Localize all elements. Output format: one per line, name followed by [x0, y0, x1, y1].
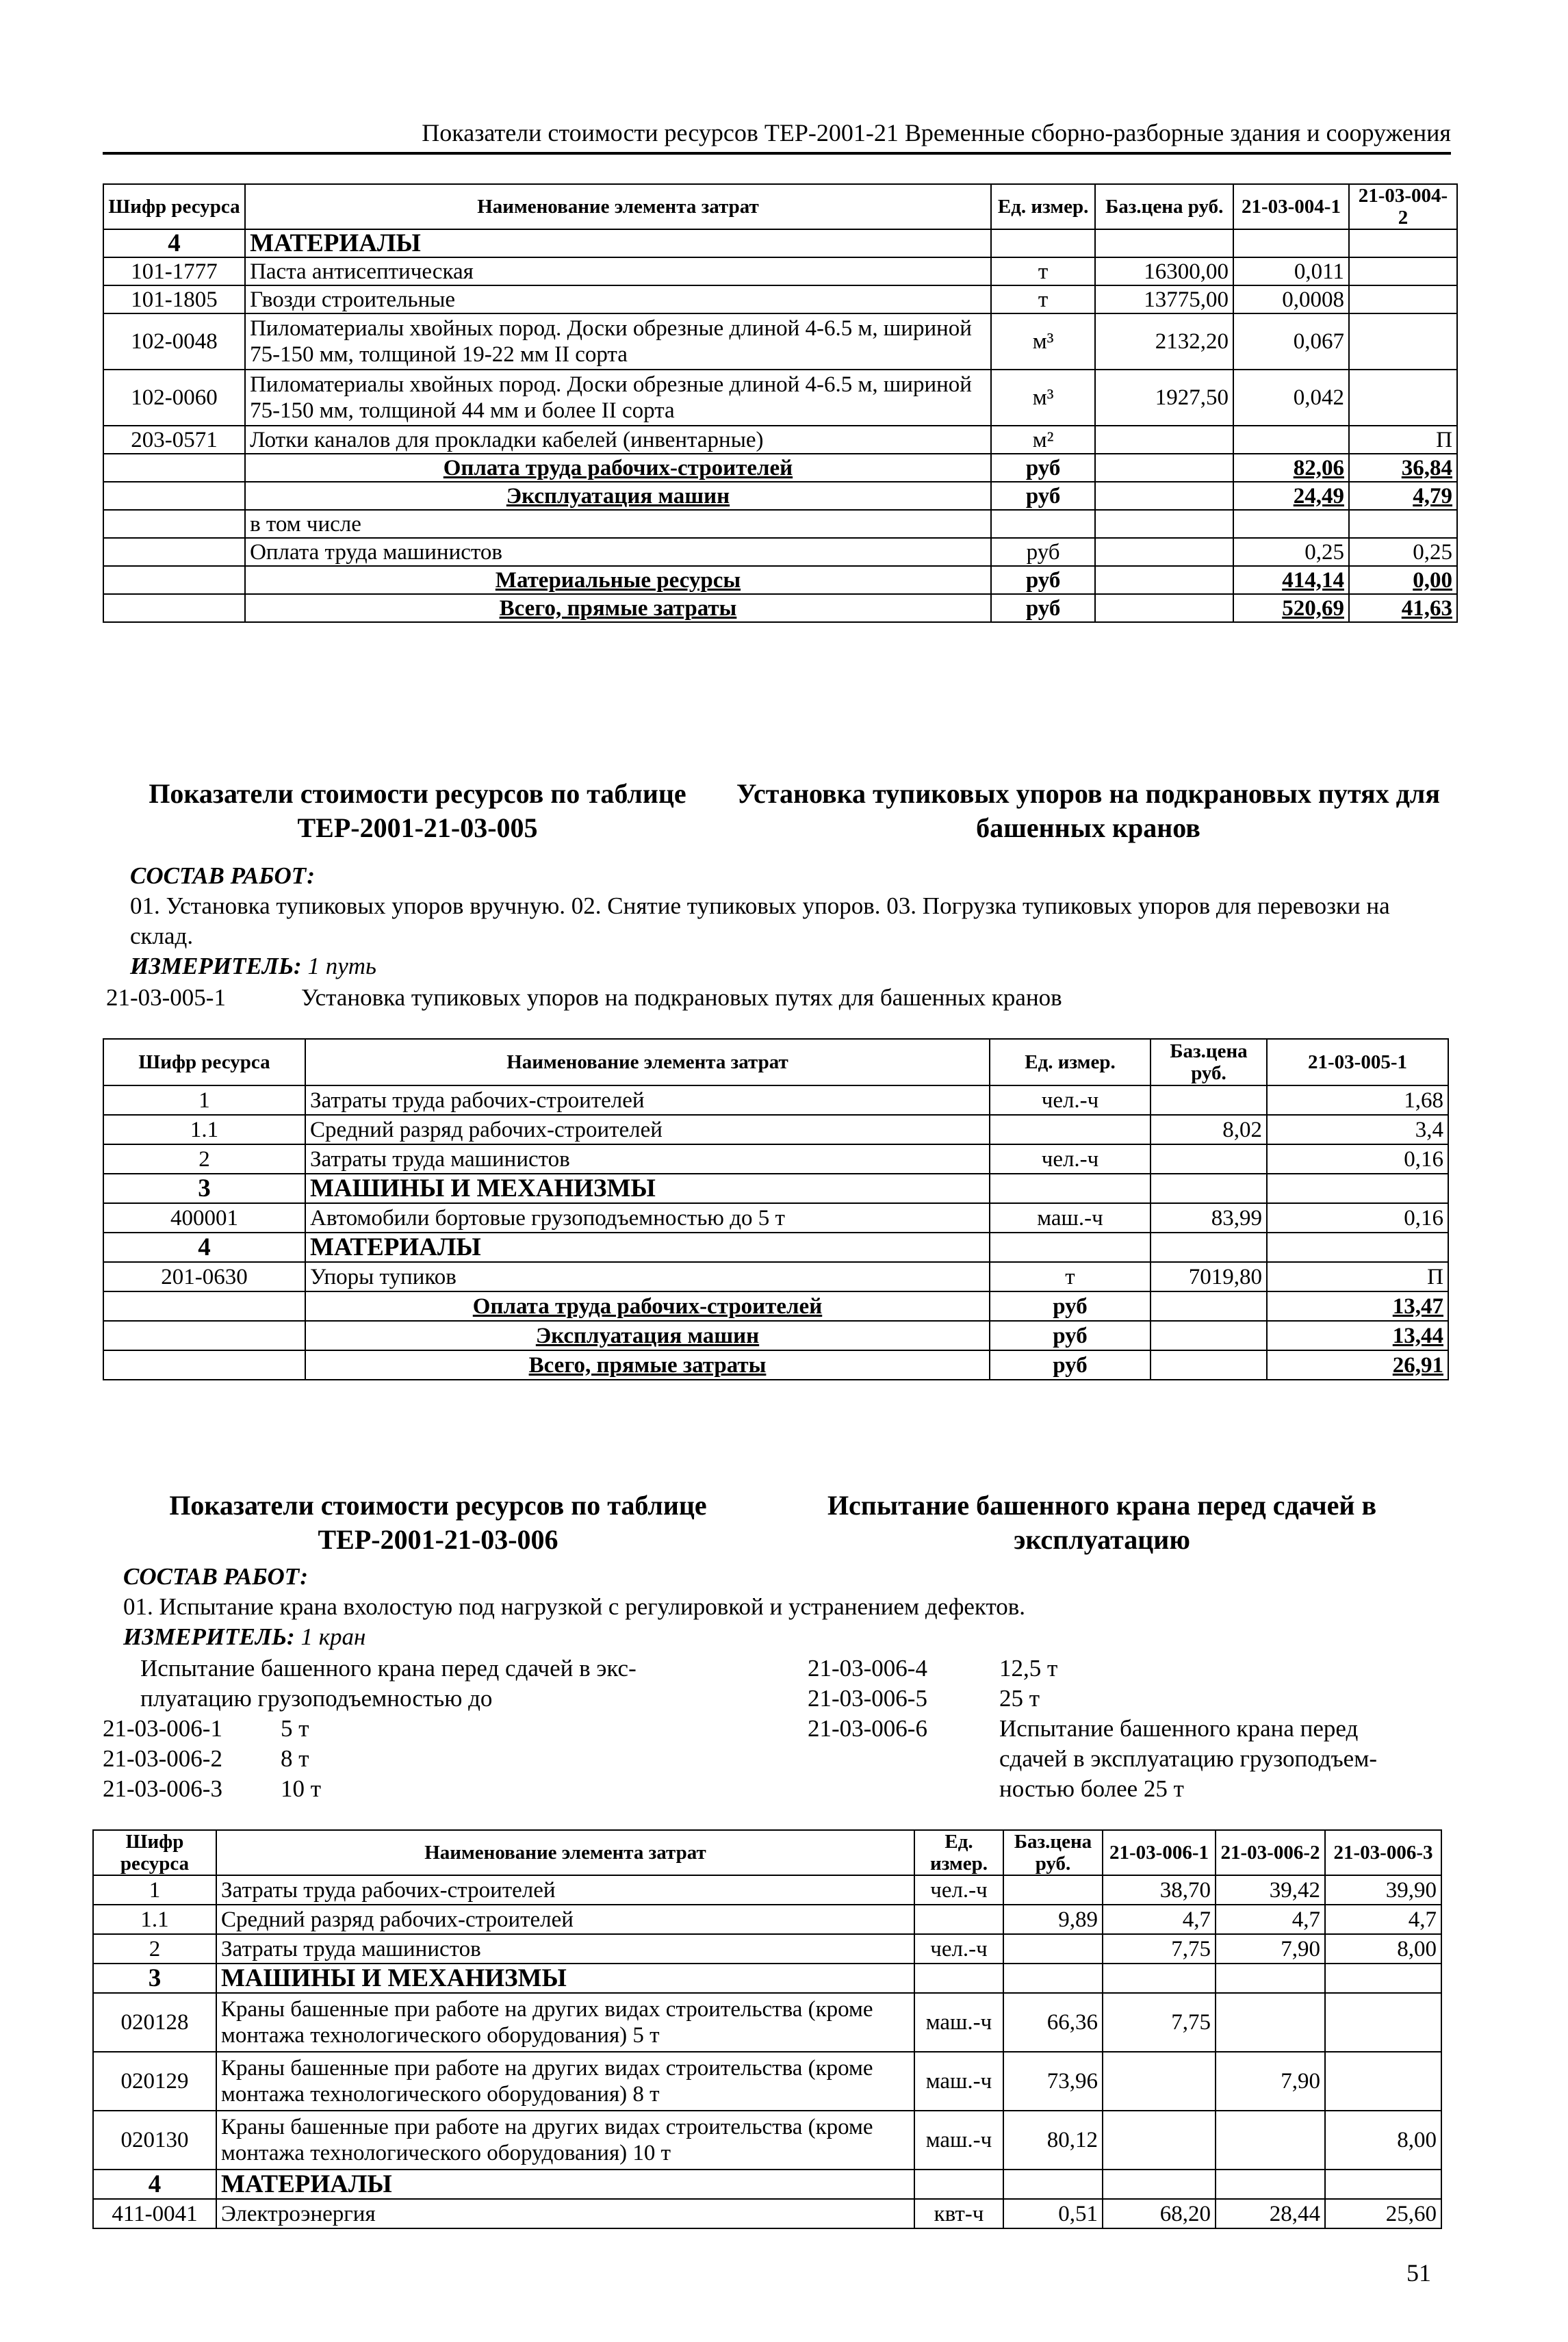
resource-code: 2 [93, 1934, 216, 1964]
resource-code [103, 510, 245, 538]
resource-code: 1 [103, 1085, 305, 1115]
unit: квт-ч [914, 2199, 1003, 2228]
unit [990, 1233, 1151, 1262]
base-price [1151, 1291, 1267, 1321]
resource-code [103, 454, 245, 482]
cost-element-name: МАТЕРИАЛЫ [245, 229, 991, 257]
table-row [93, 1875, 1441, 1905]
cost-element-name: Оплата труда рабочих-строителей [245, 454, 991, 482]
unit: руб [990, 1291, 1151, 1321]
cost-element-name: Электроэнергия [216, 2199, 914, 2228]
base-price [1095, 426, 1233, 454]
item-text: Установка тупиковых упоров на подкрановых путях для башенных кранов [301, 984, 1062, 1011]
resource-code: 2 [103, 1144, 305, 1174]
unit: маш.-ч [914, 2111, 1003, 2170]
unit: м³ [991, 313, 1096, 370]
base-price: 8,02 [1151, 1115, 1267, 1144]
cost-element-name: Краны башенные при работе на других видах строительства (кроме монтажа технологического оборудования) 8 т [216, 2052, 914, 2111]
unit: маш.-ч [914, 2052, 1003, 2111]
table-row [93, 1934, 1441, 1964]
work-composition-text: 01. Установка тупиковых упоров вручную. 02. Снятие тупиковых упоров. 03. Погрузка тупиковых упоров для перевозки на склад. [130, 892, 1390, 949]
value-v1: 13,47 [1267, 1291, 1448, 1321]
item-right-4-code: 21-03-006-4 [808, 1655, 927, 1682]
column-header: Баз.цена руб. [1003, 1830, 1103, 1875]
table-row [93, 2052, 1441, 2111]
unit [991, 229, 1096, 257]
column-header: 21-03-004-1 [1233, 184, 1349, 229]
base-price [1151, 1321, 1267, 1350]
resource-table-004 [103, 183, 1458, 623]
resource-code: 020130 [93, 2111, 216, 2170]
value-v2: 7,90 [1216, 2052, 1325, 2111]
value-v1: 13,44 [1267, 1321, 1448, 1350]
table-row [103, 1085, 1448, 1115]
work-composition-label: СОСТАВ РАБОТ: [130, 862, 316, 889]
column-header: Ед. измер. [990, 1039, 1151, 1085]
resource-code [103, 594, 245, 622]
unit [914, 1905, 1003, 1934]
item-right-5-value: 25 т [999, 1685, 1040, 1712]
base-price: 2132,20 [1095, 313, 1233, 370]
table-row [103, 257, 1457, 285]
unit [914, 1964, 1003, 1993]
page-number: 51 [1406, 2259, 1431, 2287]
cost-element-name: Паста антисептическая [245, 257, 991, 285]
value-v3 [1325, 1964, 1441, 1993]
value-v3: 8,00 [1325, 1934, 1441, 1964]
value-v1 [1233, 510, 1349, 538]
base-price [1095, 510, 1233, 538]
column-header: Шифр ресурса [93, 1830, 216, 1875]
base-price [1151, 1233, 1267, 1262]
resource-code: 203-0571 [103, 426, 245, 454]
value-v1: 0,042 [1233, 370, 1349, 426]
resource-code: 101-1777 [103, 257, 245, 285]
value-v2: 41,63 [1349, 594, 1457, 622]
value-v2 [1349, 313, 1457, 370]
resource-code: 020128 [93, 1993, 216, 2052]
base-price [1095, 454, 1233, 482]
unit: руб [991, 566, 1096, 594]
table-row [103, 482, 1457, 510]
resource-code [103, 1291, 305, 1321]
value-v1: 3,4 [1267, 1115, 1448, 1144]
cost-element-name: МАТЕРИАЛЫ [216, 2170, 914, 2199]
value-v2: 28,44 [1216, 2199, 1325, 2228]
base-price [1151, 1174, 1267, 1203]
value-v1: 7,75 [1103, 1934, 1216, 1964]
table-row [103, 285, 1457, 313]
resource-code [103, 1321, 305, 1350]
base-price: 83,99 [1151, 1203, 1267, 1233]
value-v1: 520,69 [1233, 594, 1349, 622]
table-row [93, 1993, 1441, 2052]
cost-element-name: Оплата труда машинистов [245, 538, 991, 566]
unit: м³ [991, 370, 1096, 426]
cost-element-name: Затраты труда машинистов [216, 1934, 914, 1964]
base-price: 73,96 [1003, 2052, 1103, 2111]
resource-code: 102-0060 [103, 370, 245, 426]
value-v3 [1325, 1993, 1441, 2052]
column-header: 21-03-005-1 [1267, 1039, 1448, 1085]
column-header: 21-03-006-3 [1325, 1830, 1441, 1875]
unit: руб [991, 594, 1096, 622]
cost-element-name: Эксплуатация машин [245, 482, 991, 510]
base-price [1095, 594, 1233, 622]
value-v1 [1233, 229, 1349, 257]
unit: чел.-ч [914, 1934, 1003, 1964]
cost-element-name: Пиломатериалы хвойных пород. Доски обрезные длиной 4-6.5 м, шириной 75-150 мм, толщиной 19-22 мм II сорта [245, 313, 991, 370]
table-row [103, 594, 1457, 622]
base-price [1095, 538, 1233, 566]
base-price [1095, 482, 1233, 510]
work-composition-3-label: СОСТАВ РАБОТ: [123, 1563, 309, 1590]
base-price: 80,12 [1003, 2111, 1103, 2170]
resource-code: 201-0630 [103, 1262, 305, 1291]
value-v1: 0,16 [1267, 1144, 1448, 1174]
item-right-6-line2: сдачей в эксплуатацию грузоподъем- [999, 1745, 1378, 1772]
table-row [103, 370, 1457, 426]
cost-element-name: Пиломатериалы хвойных пород. Доски обрезные длиной 4-6.5 м, шириной 75-150 мм, толщиной 44 мм и более II сорта [245, 370, 991, 426]
unit: маш.-ч [914, 1993, 1003, 2052]
column-header: Наименование элемента затрат [245, 184, 991, 229]
value-v1 [1103, 1964, 1216, 1993]
value-v1: 38,70 [1103, 1875, 1216, 1905]
item-left-3-value: 10 т [281, 1775, 322, 1802]
intro-line2: плуатацию грузоподъемностью до [140, 1685, 493, 1712]
cost-element-name: Упоры тупиков [305, 1262, 990, 1291]
column-header: Наименование элемента затрат [305, 1039, 990, 1085]
work-composition-3 [123, 1562, 308, 1592]
cost-element-name: Всего, прямые затраты [245, 594, 991, 622]
resource-code: 4 [103, 229, 245, 257]
resource-table-005 [103, 1038, 1449, 1380]
resource-code: 1 [93, 1875, 216, 1905]
value-v2 [1349, 257, 1457, 285]
cost-element-name: Гвозди строительные [245, 285, 991, 313]
resource-code: 1.1 [93, 1905, 216, 1934]
cost-element-name: Средний разряд рабочих-строителей [305, 1115, 990, 1144]
column-header: Баз.цена руб. [1095, 184, 1233, 229]
table-row [103, 313, 1457, 370]
base-price: 66,36 [1003, 1993, 1103, 2052]
table-row [103, 454, 1457, 482]
value-v2 [1216, 1964, 1325, 1993]
column-header: 21-03-006-2 [1216, 1830, 1325, 1875]
resource-code: 411-0041 [93, 2199, 216, 2228]
cost-element-name: МАШИНЫ И МЕХАНИЗМЫ [305, 1174, 990, 1203]
value-v2 [1349, 370, 1457, 426]
cost-element-name: Краны башенные при работе на других видах строительства (кроме монтажа технологического оборудования) 10 т [216, 2111, 914, 2170]
item-left-2-value: 8 т [281, 1745, 309, 1772]
intro-line1: Испытание башенного крана перед сдачей в экс- [140, 1655, 637, 1682]
resource-code [103, 482, 245, 510]
resource-code [103, 566, 245, 594]
value-v3: 25,60 [1325, 2199, 1441, 2228]
item-right-5-code: 21-03-006-5 [808, 1685, 927, 1712]
value-v1 [1267, 1233, 1448, 1262]
table-header-row [103, 184, 1457, 229]
value-v2 [1216, 2111, 1325, 2170]
unit [990, 1174, 1151, 1203]
resource-code [103, 538, 245, 566]
unit [990, 1115, 1151, 1144]
value-v1 [1103, 2170, 1216, 2199]
column-header: Шифр ресурса [103, 1039, 305, 1085]
base-price [1003, 1964, 1103, 1993]
table-row [103, 510, 1457, 538]
resource-code: 4 [103, 1233, 305, 1262]
unit: руб [990, 1321, 1151, 1350]
measure-3-value: 1 кран [300, 1623, 366, 1650]
cost-element-name: МАТЕРИАЛЫ [305, 1233, 990, 1262]
resource-table-006 [92, 1829, 1442, 2229]
item-right-6-line3: ностью более 25 т [999, 1775, 1184, 1802]
value-v1: 26,91 [1267, 1350, 1448, 1380]
base-price: 16300,00 [1095, 257, 1233, 285]
value-v1: П [1267, 1262, 1448, 1291]
cost-element-name: Автомобили бортовые грузоподъемностью до 5 т [305, 1203, 990, 1233]
value-v2 [1216, 1993, 1325, 2052]
resource-code: 020129 [93, 2052, 216, 2111]
column-header: Баз.цена руб. [1151, 1039, 1267, 1085]
unit: чел.-ч [914, 1875, 1003, 1905]
unit: м² [991, 426, 1096, 454]
item-left-3-code: 21-03-006-3 [103, 1775, 222, 1802]
value-v2 [1349, 285, 1457, 313]
cost-element-name: в том числе [245, 510, 991, 538]
unit: маш.-ч [990, 1203, 1151, 1233]
base-price [1151, 1350, 1267, 1380]
table-row [103, 1233, 1448, 1262]
section-title-left: Показатели стоимости ресурсов по таблице ТЕР-2001-21-03-005 [149, 778, 686, 843]
value-v2: 7,90 [1216, 1934, 1325, 1964]
unit: руб [991, 538, 1096, 566]
resource-code: 3 [93, 1964, 216, 1993]
item-left-2-code: 21-03-006-2 [103, 1745, 222, 1772]
value-v2: 0,25 [1349, 538, 1457, 566]
item-left-1-value: 5 т [281, 1715, 309, 1742]
value-v3 [1325, 2170, 1441, 2199]
resource-code: 400001 [103, 1203, 305, 1233]
item-right-4-value: 12,5 т [999, 1655, 1058, 1682]
measure-value: 1 путь [307, 953, 376, 979]
unit: т [991, 257, 1096, 285]
measure-label: ИЗМЕРИТЕЛЬ: [130, 953, 302, 979]
unit: т [990, 1262, 1151, 1291]
base-price: 0,51 [1003, 2199, 1103, 2228]
value-v2: 4,7 [1216, 1905, 1325, 1934]
column-header: Наименование элемента затрат [216, 1830, 914, 1875]
item-code: 21-03-005-1 [106, 984, 226, 1011]
page-header: Показатели стоимости ресурсов ТЕР-2001-21 Временные сборно-разборные здания и сооружения [103, 118, 1451, 155]
unit: руб [990, 1350, 1151, 1380]
value-v1: 1,68 [1267, 1085, 1448, 1115]
cost-element-name: МАШИНЫ И МЕХАНИЗМЫ [216, 1964, 914, 1993]
work-composition-3-text: 01. Испытание крана вхолостую под нагрузкой с регулировкой и устранением дефектов. [123, 1593, 1026, 1620]
value-v1: 82,06 [1233, 454, 1349, 482]
resource-code: 102-0048 [103, 313, 245, 370]
table-row [93, 1905, 1441, 1934]
table-row [103, 538, 1457, 566]
cost-element-name: Оплата труда рабочих-строителей [305, 1291, 990, 1321]
base-price: 7019,80 [1151, 1262, 1267, 1291]
base-price [1151, 1085, 1267, 1115]
measure-3-label: ИЗМЕРИТЕЛЬ: [123, 1623, 295, 1650]
section3-title-right: Испытание башенного крана перед сдачей в эксплуатацию [827, 1490, 1377, 1555]
value-v2: 36,84 [1349, 454, 1457, 482]
value-v1 [1103, 2111, 1216, 2170]
value-v2 [1216, 2170, 1325, 2199]
cost-element-name: Затраты труда рабочих-строителей [305, 1085, 990, 1115]
value-v3: 8,00 [1325, 2111, 1441, 2170]
section-title-right: Установка тупиковых упоров на подкрановых путях для башенных кранов [736, 778, 1440, 843]
value-v2 [1349, 510, 1457, 538]
table-row [103, 1144, 1448, 1174]
value-v1 [1103, 2052, 1216, 2111]
value-v3 [1325, 2052, 1441, 2111]
cost-element-name: Лотки каналов для прокладки кабелей (инвентарные) [245, 426, 991, 454]
value-v2: П [1349, 426, 1457, 454]
value-v1: 0,011 [1233, 257, 1349, 285]
base-price: 9,89 [1003, 1905, 1103, 1934]
item-left-1-code: 21-03-006-1 [103, 1715, 222, 1742]
section3-title-left: Показатели стоимости ресурсов по таблице ТЕР-2001-21-03-006 [169, 1490, 707, 1555]
table-row [93, 2111, 1441, 2170]
work-composition [130, 861, 1430, 891]
item-right-6-code: 21-03-006-6 [808, 1715, 927, 1742]
resource-code: 4 [93, 2170, 216, 2199]
base-price: 13775,00 [1095, 285, 1233, 313]
unit: чел.-ч [990, 1144, 1151, 1174]
cost-element-name: Всего, прямые затраты [305, 1350, 990, 1380]
resource-code: 1.1 [103, 1115, 305, 1144]
base-price [1003, 1875, 1103, 1905]
base-price [1003, 2170, 1103, 2199]
value-v1: 414,14 [1233, 566, 1349, 594]
column-header: Шифр ресурса [103, 184, 245, 229]
table-row [103, 1291, 1448, 1321]
value-v1 [1267, 1174, 1448, 1203]
value-v1: 0,16 [1267, 1203, 1448, 1233]
table-row [103, 1115, 1448, 1144]
value-v2: 39,42 [1216, 1875, 1325, 1905]
value-v1: 0,0008 [1233, 285, 1349, 313]
resource-code: 101-1805 [103, 285, 245, 313]
value-v1: 0,067 [1233, 313, 1349, 370]
cost-element-name: Краны башенные при работе на других видах строительства (кроме монтажа технологического оборудования) 5 т [216, 1993, 914, 2052]
base-price [1095, 566, 1233, 594]
value-v1: 4,7 [1103, 1905, 1216, 1934]
table-header-row [93, 1830, 1441, 1875]
value-v1: 68,20 [1103, 2199, 1216, 2228]
unit: чел.-ч [990, 1085, 1151, 1115]
resource-code: 3 [103, 1174, 305, 1203]
value-v2 [1349, 229, 1457, 257]
value-v1: 24,49 [1233, 482, 1349, 510]
value-v1: 7,75 [1103, 1993, 1216, 2052]
value-v3: 4,7 [1325, 1905, 1441, 1934]
unit [991, 510, 1096, 538]
table-row [103, 1321, 1448, 1350]
unit: т [991, 285, 1096, 313]
table-row [103, 1174, 1448, 1203]
table-row [103, 229, 1457, 257]
cost-element-name: Затраты труда рабочих-строителей [216, 1875, 914, 1905]
value-v1: 0,25 [1233, 538, 1349, 566]
table-row [93, 2199, 1441, 2228]
measure-line-3 [123, 1622, 365, 1652]
value-v3: 39,90 [1325, 1875, 1441, 1905]
cost-element-name: Эксплуатация машин [305, 1321, 990, 1350]
table-row [103, 1203, 1448, 1233]
table-row [103, 426, 1457, 454]
table-header-row [103, 1039, 1448, 1085]
column-header: 21-03-006-1 [1103, 1830, 1216, 1875]
cost-element-name: Материальные ресурсы [245, 566, 991, 594]
value-v2: 0,00 [1349, 566, 1457, 594]
value-v2: 4,79 [1349, 482, 1457, 510]
column-header: Ед. измер. [914, 1830, 1003, 1875]
value-v1 [1233, 426, 1349, 454]
unit: руб [991, 454, 1096, 482]
base-price [1151, 1144, 1267, 1174]
table-row [93, 2170, 1441, 2199]
base-price: 1927,50 [1095, 370, 1233, 426]
base-price [1095, 229, 1233, 257]
column-header: 21-03-004-2 [1349, 184, 1457, 229]
item-right-6-value: Испытание башенного крана перед [999, 1715, 1359, 1742]
cost-element-name: Затраты труда машинистов [305, 1144, 990, 1174]
cost-element-name: Средний разряд рабочих-строителей [216, 1905, 914, 1934]
measure-line [130, 951, 1362, 981]
column-header: Ед. измер. [991, 184, 1096, 229]
unit: руб [991, 482, 1096, 510]
resource-code [103, 1350, 305, 1380]
unit [914, 2170, 1003, 2199]
table-row [103, 1262, 1448, 1291]
table-row [93, 1964, 1441, 1993]
table-row [103, 1350, 1448, 1380]
base-price [1003, 1934, 1103, 1964]
table-row [103, 566, 1457, 594]
